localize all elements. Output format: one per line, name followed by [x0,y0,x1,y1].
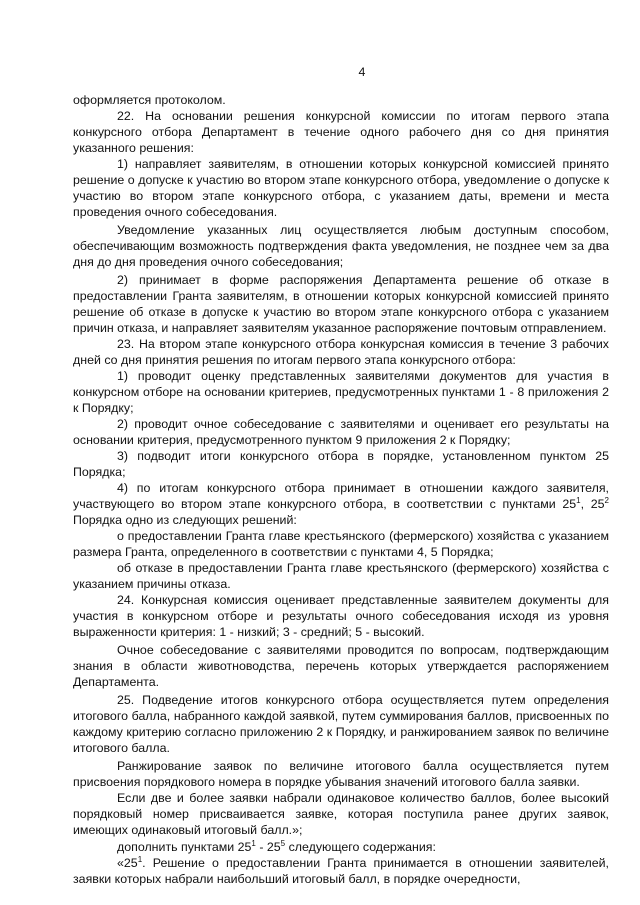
item-4-text-b: , 25 [580,497,605,511]
superscript: 5 [280,838,286,848]
paragraph: 24. Конкурсная комиссия оценивает представленные заявителем документы для участия в конкурсном отборе и результаты очного собеседования исходя из уровня выраженности критерия: 1 - низкий; 3 - средний; 5 - высокий. [73,593,609,639]
paragraph: 2) принимает в форме распоряжения Департамента решение об отказе в предоставлении Гранта заявителям, в отношении которых конкурсной комиссией принято решение об отказе в допуске к участию во втором этапе конкурсного отбора с указанием причин отказа, и направляет заявителям указанное распоряжение почтовым отправлением. [73,273,609,335]
paragraph: Ранжирование заявок по величине итогового балла осуществляется путем присвоения порядкового номера в порядке убывания значений итогового балла заявки. [73,759,609,789]
paragraph: 3) подводит итоги конкурсного отбора в порядке, установленном пунктом 25 Порядка; [73,449,609,479]
document-body [73,92,609,887]
paragraph: Очное собеседование с заявителями проводится по вопросам, подтверждающим знания в области животноводства, перечень которых утверждается распоряжением Департамента. [73,643,609,689]
superscript: 1 [576,495,581,505]
paragraph: 2) проводит очное собеседование с заявителями и оценивает его результаты на основании критерия, предусмотренного пунктом 9 приложения 2 к Порядку; [73,417,609,447]
item-4-text-c: Порядка одно из следующих решений: [73,513,297,527]
paragraph: 1) проводит оценку представленных заявителями документов для участия в конкурсном отборе на основании критериев, предусмотренных пунктами 1 - 8 приложения 2 к Порядку; [73,369,609,415]
paragraph-25-1 [73,855,609,887]
paragraph: 25. Подведение итогов конкурсного отбора осуществляется путем определения итогового балла, набранного каждой заявкой, путем суммирования баллов, присвоенных по каждому критерию согласно приложению 2 к Порядку, и ранжированием заявок по величине итогового балла. [73,693,609,755]
paragraph: оформляется протоколом. [73,93,226,107]
paragraph-supplement [73,839,609,855]
superscript: 1 [137,854,143,864]
paragraph: об отказе в предоставлении Гранта главе крестьянского (фермерского) хозяйства с указанием причины отказа. [73,561,609,591]
p25-1-text-b: . Решение о предоставлении Гранта принимается в отношении заявителей, заявки которых набрали наибольший итоговый балл, в порядке очередности, [73,856,609,886]
paragraph: 22. На основании решения конкурсной комиссии по итогам первого этапа конкурсного отбора Департамент в течение одного рабочего дня со дня принятия указанного решения: [73,109,609,155]
paragraph: Если две и более заявки набрали одинаковое количество баллов, более высокий порядковый номер присваивается заявке, которая поступила ранее других заявок, имеющих одинаковый итоговый балл.»; [73,791,609,837]
page-number: 4 [358,65,366,79]
paragraph: Уведомление указанных лиц осуществляется любым доступным способом, обеспечивающим возможность подтверждения факта уведомления, не позднее чем за два дня до дня проведения очного собеседования; [73,223,609,269]
supplement-text-c: следующего содержания: [285,840,436,854]
item-4-text-a: 4) по итогам конкурсного отбора принимает в отношении каждого заявителя, участвующего во втором этапе конкурсного отбора, в соответствии с пунктами 25 [73,481,609,511]
supplement-text-b: - 25 [255,840,281,854]
paragraph: 1) направляет заявителям, в отношении которых конкурсной комиссией принято решение о допуске к участию во втором этапе конкурсного отбора, уведомление о допуске к участию во втором этапе конкурсного отбора, с указанием даты, времени и места проведения очного собеседования. [73,157,609,219]
supplement-text-a: дополнить пунктами 25 [117,840,252,854]
paragraph-item-4 [73,480,609,528]
paragraph: 23. На втором этапе конкурсного отбора конкурсная комиссия в течение 3 рабочих дней со дня принятия решения по итогам первого этапа конкурсного отбора: [73,337,609,367]
superscript: 2 [604,495,609,505]
paragraph: о предоставлении Гранта главе крестьянского (фермерского) хозяйства с указанием размера Гранта, определенного в соответствии с пунктами 4, 5 Порядка; [73,529,609,559]
p25-1-text-a: «25 [117,856,138,870]
superscript: 1 [251,838,256,848]
